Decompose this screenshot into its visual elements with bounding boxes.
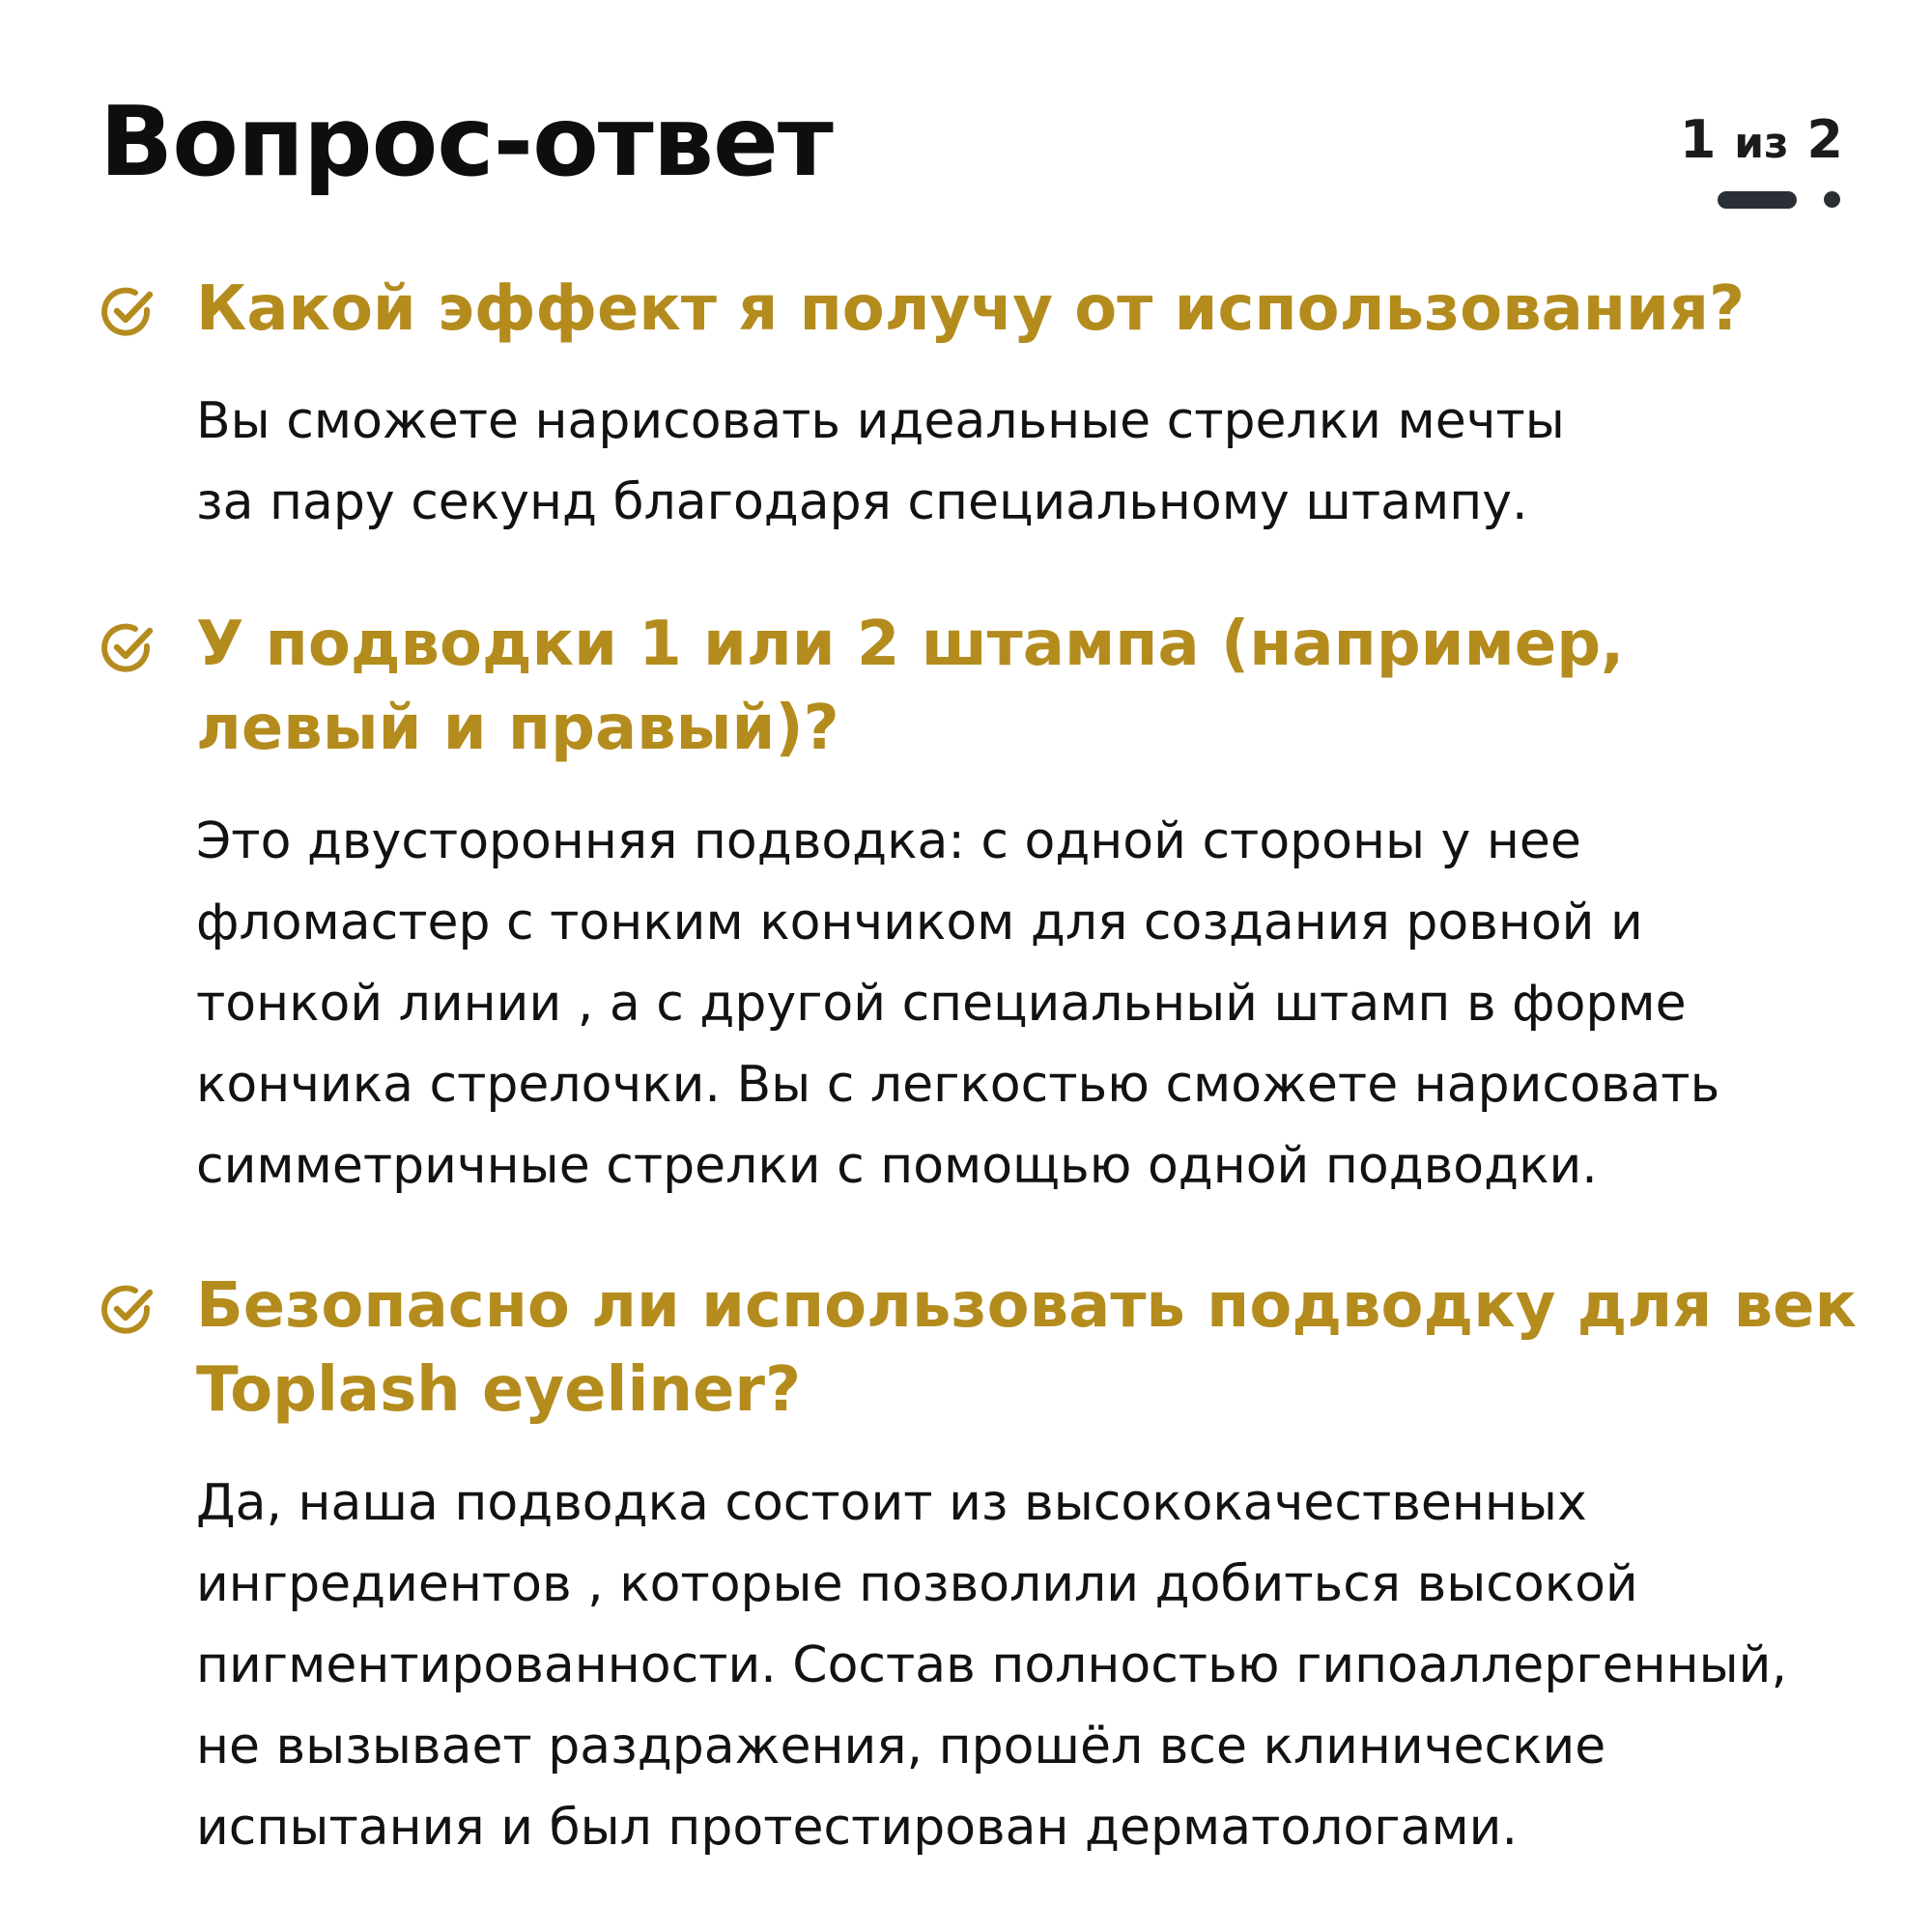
active-page-dash (1718, 191, 1797, 209)
faq-answer: Да, наша подводка состоит из высококачественных ингредиентов , которые позволили добиться высокой пигментированности. Состав полностью гипоаллергенный, не вызывает раздражения, прошёл все клинические испытания и был протестирован дерматологами. (196, 1474, 1787, 1857)
check-circle-icon (97, 1279, 158, 1341)
check-circle-icon (97, 617, 158, 679)
faq-answer: Это двусторонняя подводка: с одной стороны у нее фломастер с тонким кончиком для создания ровной и тонкой линии , а с другой специальный штамп в форме кончика стрелочки. Вы с легкостью сможете нарисовать симметричные стрелки с помощью одной подводки. (196, 812, 1720, 1195)
faq-answer: Вы сможете нарисовать идеальные стрелки мечты за пару секунд благодаря специальному штампу. (196, 392, 1565, 531)
faq-question: Какой эффект я получу от использования? (196, 273, 1746, 345)
page-separator: из (1734, 119, 1789, 168)
faq-question: У подводки 1 или 2 штампа (например, левый и правый)? (196, 609, 1625, 764)
page-title: Вопрос-ответ (99, 85, 833, 198)
page-counter (1680, 104, 1843, 180)
check-circle-icon (97, 281, 158, 343)
inactive-page-dot (1824, 191, 1840, 208)
page-indicator (1631, 104, 1843, 211)
total-pages: 2 (1806, 109, 1843, 170)
current-page: 1 (1679, 109, 1717, 170)
faq-question: Безопасно ли использовать подводку для век Toplash eyeliner? (196, 1270, 1857, 1426)
